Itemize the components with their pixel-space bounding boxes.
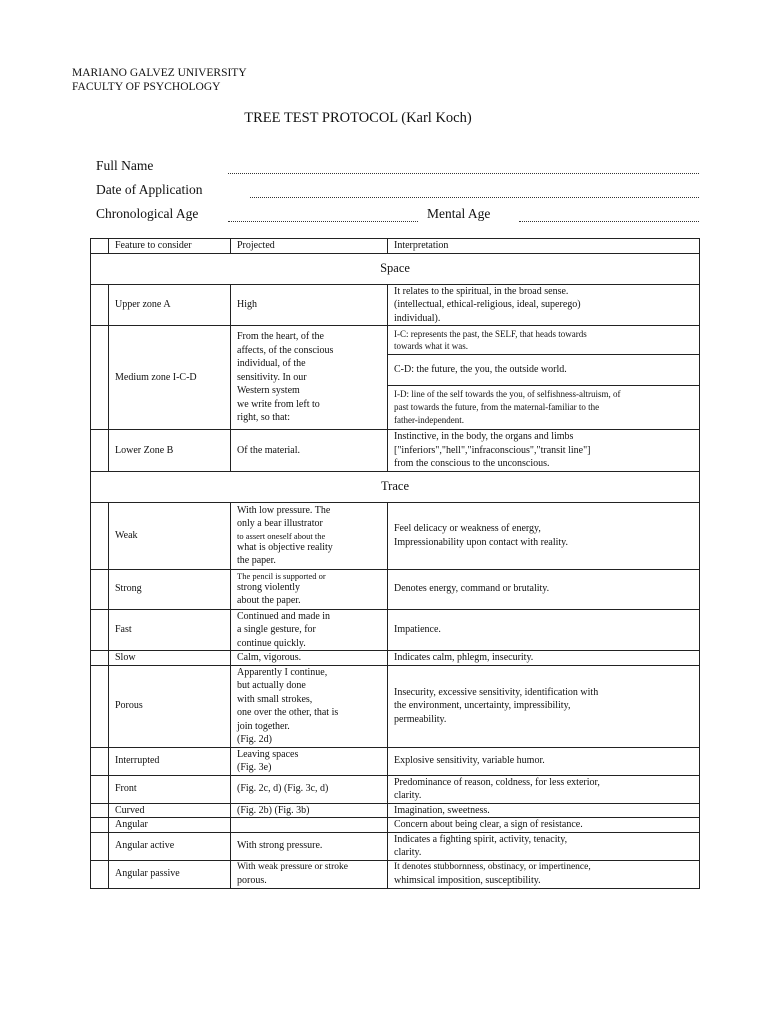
text-line: It denotes stubbornness, obstinacy, or impertinence, [394,861,591,872]
table-cell [91,832,109,860]
interpretation-cell [388,284,700,326]
text-line: about the paper. [237,595,301,606]
date-of-application-label: Date of Application [96,182,203,197]
text-line: the environment, uncertainty, impressibility, [394,700,571,712]
text-line: Leaving spaces [237,748,299,760]
interpretation-cell [388,665,700,747]
projected-cell [231,860,388,888]
interpretation-ic [388,326,699,354]
table-cell [91,609,109,651]
interpretation-cell: Imagination, sweetness. [388,803,700,818]
table-row [91,502,700,569]
text-line: (Fig. 2d) [237,734,272,745]
table-row [91,651,700,666]
text-line: join together. [237,720,290,732]
text-line: Apparently I continue, [237,666,328,678]
interpretation-cd: C-D: the future, the you, the outside world. [388,354,699,385]
section-row-space [91,253,700,284]
table-cell [91,430,109,472]
interpretation-cell [388,860,700,888]
chronological-age-field[interactable] [228,221,418,222]
text-line: one over the other, that is [237,707,339,718]
text-line: strong violently [237,581,301,593]
section-heading-trace: Trace [91,471,700,502]
feature-cell: Upper zone A [109,284,231,326]
projected-cell [231,665,388,747]
text-line: Continued and made in [237,610,331,622]
chronological-age-label: Chronological Age [96,206,199,221]
text-line: Instinctive, in the body, the organs and limbs [394,431,574,442]
table-row [91,609,700,651]
interpretation-cell: Denotes energy, command or brutality. [388,569,700,609]
text-line: a single gesture, for [237,624,316,635]
interpretation-cell [388,326,700,430]
protocol-table [90,238,700,889]
interpretation-cell [388,430,700,472]
text-line: right, so that: [237,412,291,424]
feature-cell: Strong [109,569,231,609]
text-line: individual, of the [237,358,306,370]
interpretation-cell: Explosive sensitivity, variable humor. [388,747,700,775]
feature-cell: Weak [109,502,231,569]
projected-cell [231,818,388,833]
projected-cell [231,326,388,430]
table-row [91,326,700,430]
text-line: Insecurity, excessive sensitivity, identification with [394,686,599,698]
text-line: Indicates a fighting spirit, activity, tenacity, [394,833,568,845]
text-line: individual). [394,312,441,324]
feature-cell: Porous [109,665,231,747]
interpretation-cell [388,832,700,860]
text-line: porous. [237,875,267,886]
interpretation-cell: Indicates calm, phlegm, insecurity. [388,651,700,666]
table-cell [91,326,109,430]
text-line: From the heart, of the [237,331,324,343]
table-cell [91,665,109,747]
text-line: Western system [237,385,300,397]
table-row [91,284,700,326]
text-line: affects, of the conscious [237,344,334,356]
text-line: With weak pressure or stroke [237,861,348,872]
feature-cell: Angular [109,818,231,833]
projected-cell: High [231,284,388,326]
text-line: I-D: line of the self towards the you, of selfishness-altruism, of [394,388,621,399]
column-header-feature: Feature to consider [109,239,231,254]
projected-cell [231,609,388,651]
mental-age-field[interactable] [519,221,699,222]
projected-cell: (Fig. 2c, d) (Fig. 3c, d) [231,775,388,803]
section-heading-space: Space [91,253,700,284]
text-line: past towards the future, from the maternal-familiar to the [394,401,600,412]
interpretation-cell: Concern about being clear, a sign of resistance. [388,818,700,833]
text-line: only a bear illustrator [237,518,323,529]
section-row-trace [91,471,700,502]
text-line: we write from left to [237,398,320,410]
text-line: With low pressure. The [237,504,331,516]
table-header-row [91,239,700,254]
table-row [91,430,700,472]
mental-age-label: Mental Age [427,206,491,221]
table-row [91,832,700,860]
table-cell [91,239,109,254]
text-line: Feel delicacy or weakness of energy, [394,523,541,534]
projected-cell: With strong pressure. [231,832,388,860]
table-cell [91,747,109,775]
table-row [91,818,700,833]
full-name-label: Full Name [96,158,154,173]
feature-cell: Angular passive [109,860,231,888]
text-line: It relates to the spiritual, in the broad sense. [394,285,569,297]
text-line: The pencil is supported or [237,570,326,581]
table-row [91,569,700,609]
interpretation-cell: Impatience. [388,609,700,651]
feature-cell: Curved [109,803,231,818]
table-cell [91,818,109,833]
text-line: whimsical imposition, susceptibility. [394,875,541,886]
table-cell [91,803,109,818]
feature-cell: Slow [109,651,231,666]
column-header-interpretation: Interpretation [388,239,700,254]
faculty-name: FACULTY OF PSYCHOLOGY [72,81,221,93]
table-cell [91,775,109,803]
institution-name: MARIANO GALVEZ UNIVERSITY [72,67,247,79]
institution-header [72,66,247,94]
table-row [91,775,700,803]
text-line: towards what it was. [394,341,468,352]
text-line: clarity. [394,847,422,858]
feature-cell: Angular active [109,832,231,860]
column-header-projected: Projected [231,239,388,254]
text-line: (intellectual, ethical-religious, ideal, superego) [394,299,581,310]
projected-cell [231,569,388,609]
table-row [91,860,700,888]
date-of-application-field[interactable] [250,197,699,198]
text-line: ["inferiors","hell","infraconscious","transit line"] [394,444,591,456]
table-cell [91,569,109,609]
feature-cell: Front [109,775,231,803]
text-line: to assert oneself about the [237,530,326,541]
projected-cell: Calm, vigorous. [231,651,388,666]
projected-cell: (Fig. 2b) (Fig. 3b) [231,803,388,818]
text-line: continue quickly. [237,637,306,649]
text-line: but actually done [237,680,306,691]
interpretation-id [388,385,699,429]
feature-cell: Medium zone I-C-D [109,326,231,430]
table-cell [91,502,109,569]
text-line: clarity. [394,790,422,801]
table-row [91,665,700,747]
text-line: sensitivity. In our [237,371,307,383]
table-cell [91,651,109,666]
feature-cell: Interrupted [109,747,231,775]
table-cell [91,284,109,326]
text-line: Impressionability upon contact with reality. [394,536,569,548]
text-line: father-independent. [394,414,465,425]
interpretation-cell [388,775,700,803]
feature-cell: Fast [109,609,231,651]
text-line: I-C: represents the past, the SELF, that heads towards [394,329,587,340]
text-line: what is objective reality [237,541,333,553]
table-row [91,747,700,775]
table-cell [91,860,109,888]
interpretation-cell [388,502,700,569]
projected-cell [231,502,388,569]
text-line: the paper. [237,555,276,566]
document-title: TREE TEST PROTOCOL (Karl Koch) [244,110,472,126]
text-line: from the conscious to the unconscious. [394,458,550,469]
full-name-field[interactable] [228,173,699,174]
text-line: with small strokes, [237,693,313,705]
text-line: permeability. [394,713,447,725]
text-line: Predominance of reason, coldness, for less exterior, [394,776,600,788]
table-row [91,803,700,818]
projected-cell: Of the material. [231,430,388,472]
feature-cell: Lower Zone B [109,430,231,472]
text-line: (Fig. 3e) [237,762,272,773]
projected-cell [231,747,388,775]
